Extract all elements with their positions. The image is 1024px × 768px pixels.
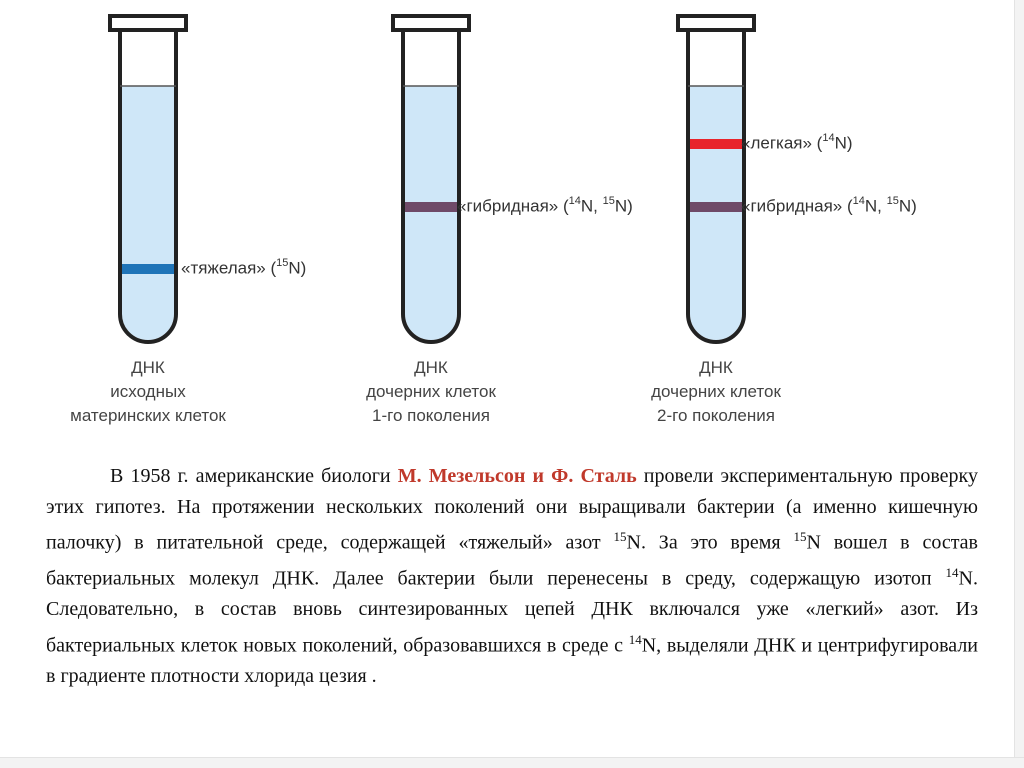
slide-bottom-edge <box>0 757 1024 768</box>
light-dna-band <box>690 139 742 149</box>
isotope-mass: 15 <box>602 195 615 207</box>
isotope-mass: 15 <box>886 195 899 207</box>
caption-line: 2-го поколения <box>657 406 775 425</box>
slide-edge <box>1014 0 1024 767</box>
isotope-mass: 15 <box>793 529 807 544</box>
caption-line: ДНК <box>699 358 733 377</box>
caption-parent <box>18 356 278 428</box>
tube-liquid <box>405 86 457 340</box>
band-label-prefix: «гибридная» ( <box>741 196 853 216</box>
isotope-mass: 14 <box>822 132 835 144</box>
band-label-element: N <box>288 258 301 278</box>
caption-line: 1-го поколения <box>372 406 490 425</box>
tube-liquid <box>690 86 742 340</box>
band-label-prefix: «гибридная» ( <box>457 196 569 216</box>
caption-line: ДНК <box>414 358 448 377</box>
hybrid-dna-band <box>690 202 742 212</box>
caption-line: дочерних клеток <box>651 382 781 401</box>
heavy-band-label <box>181 258 306 279</box>
paragraph-text: N, выделяли ДНК и центрифугировали в градиенте плотности хлорида цезия . <box>46 634 979 687</box>
band-label-suffix: N) <box>834 133 853 153</box>
tube-cap <box>393 16 469 30</box>
heavy-dna-band <box>122 264 174 274</box>
isotope-mass: 14 <box>852 195 865 207</box>
band-label-suffix: N) <box>614 196 633 216</box>
caption-line: ДНК <box>131 358 165 377</box>
isotope-mass: 14 <box>945 565 959 581</box>
description-paragraph <box>46 461 978 691</box>
paragraph-text: В 1958 г. американские биологи <box>110 465 398 487</box>
caption-line: материнских клеток <box>70 406 226 425</box>
hybrid-dna-band <box>405 202 457 212</box>
light-band-label <box>741 133 853 154</box>
tube-liquid <box>122 86 174 340</box>
paragraph-text: N. За это время <box>626 531 794 554</box>
hybrid-band-label-gen1 <box>457 196 633 217</box>
band-label-element: N, <box>864 196 887 216</box>
paragraph-text: провели экспериментальную проверку этих гипотез. На протяжении нескольких поколений они выращивали бактерии (а именно кишечную палочку) в питательной среде, содержащей «тяжелый» азот <box>46 465 978 554</box>
scientist-names: М. Мезельсон и Ф. Сталь <box>397 465 637 487</box>
caption-gen2 <box>586 356 846 428</box>
caption-line: дочерних клеток <box>366 382 496 401</box>
hybrid-band-label-gen2 <box>741 196 917 217</box>
band-label-element: N, <box>580 196 603 216</box>
caption-gen1 <box>301 356 561 428</box>
test-tube-parent <box>104 14 192 344</box>
caption-line: исходных <box>110 382 186 401</box>
test-tube-gen1 <box>387 14 475 344</box>
band-label-prefix: «тяжелая» ( <box>181 258 277 278</box>
isotope-mass: 14 <box>568 195 581 207</box>
isotope-mass: 15 <box>276 257 289 269</box>
isotope-mass: 14 <box>628 631 642 647</box>
paragraph-text: N вошел в состав бактериальных молекул ДНК. Далее бактерии были перенесены в среду, содержащую изотоп <box>46 531 978 590</box>
tube-cap <box>110 16 186 30</box>
band-label-prefix: «легкая» ( <box>741 133 823 153</box>
paragraph-text: N. Следовательно, в состав вновь синтезированных цепей ДНК включался уже «легкий» азот. Из бактериальных клеток новых поколений, образовавшихся в среде с <box>46 567 978 657</box>
band-label-suffix: ) <box>300 258 307 278</box>
band-label-suffix: N) <box>898 196 917 216</box>
tube-cap <box>678 16 754 30</box>
isotope-mass: 15 <box>613 529 627 544</box>
test-tube-gen2 <box>672 14 760 344</box>
